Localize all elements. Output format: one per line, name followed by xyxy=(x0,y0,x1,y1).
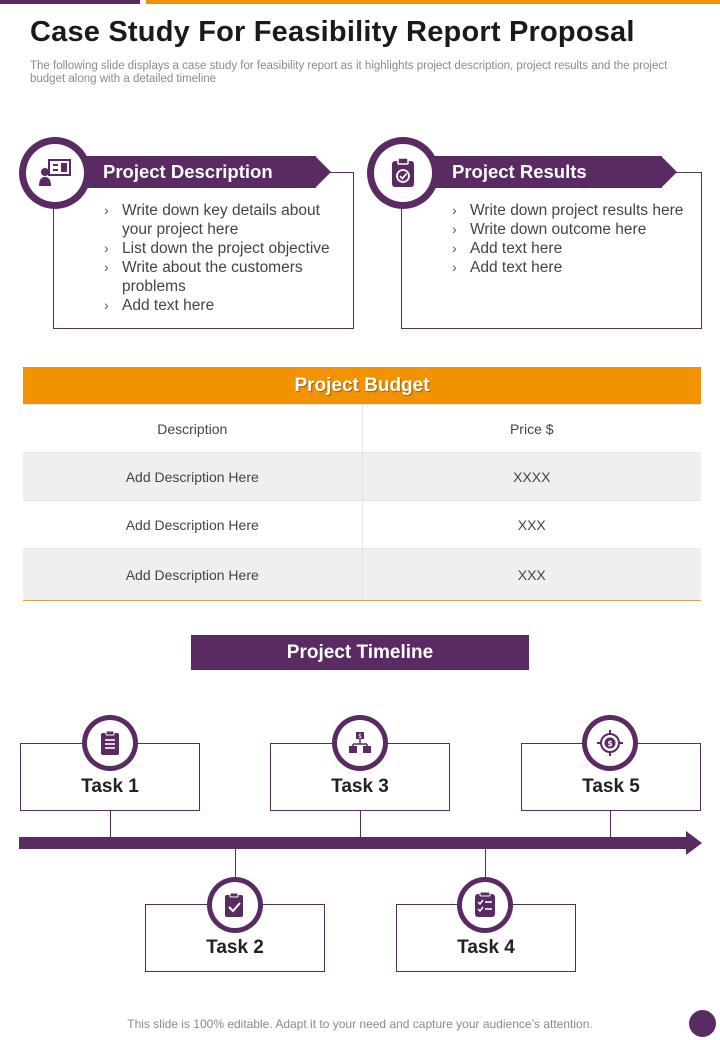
project-results-banner xyxy=(434,156,662,188)
timeline-connector xyxy=(360,811,361,838)
list-item: › Write down outcome here xyxy=(452,221,647,238)
project-description-card xyxy=(53,172,354,329)
task-2-icon-circle xyxy=(207,877,263,933)
timeline-arrow-head xyxy=(686,831,702,855)
project-budget-title: Project Budget xyxy=(23,367,701,404)
task-label: Task 5 xyxy=(582,776,640,797)
page-title: Case Study For Feasibility Report Proposal xyxy=(30,16,635,48)
banner-arrow-tip xyxy=(661,156,677,188)
table-row xyxy=(23,452,701,500)
table-cell: Add Description Here xyxy=(23,549,363,600)
project-results-title: Project Results xyxy=(452,161,587,182)
task-label: Task 3 xyxy=(331,776,389,797)
column-header-price: Price $ xyxy=(509,420,554,437)
list-item: › Write down key details about your project here xyxy=(104,202,320,238)
list-item: › Write about the customers problems xyxy=(104,259,303,295)
list-item: › Add text here xyxy=(104,297,215,314)
svg-text:$: $ xyxy=(358,733,362,740)
task-1-icon-circle xyxy=(82,715,138,771)
corner-decoration-dot xyxy=(689,1010,716,1037)
timeline-connector xyxy=(485,848,486,878)
task-label: Task 1 xyxy=(81,776,139,797)
table-cell: XXX xyxy=(517,516,546,533)
project-results-card xyxy=(401,172,702,329)
project-description-banner xyxy=(85,156,316,188)
project-budget-table xyxy=(23,367,701,601)
table-row xyxy=(23,500,701,548)
column-header-description: Description xyxy=(23,405,363,452)
clipboard-list-icon xyxy=(87,720,133,766)
top-accent-bar-orange xyxy=(146,0,720,4)
presentation-board-icon xyxy=(26,144,84,202)
task-4-icon-circle xyxy=(457,877,513,933)
table-cell: XXXX xyxy=(513,468,551,485)
table-header-row xyxy=(23,404,701,452)
timeline-connector xyxy=(610,811,611,838)
list-item: › Write down project results here xyxy=(452,202,684,219)
clipboard-check-icon xyxy=(212,882,258,928)
page-subtitle: The following slide displays a case study for feasibility report as it highlights project description, project results and the project budget along with a detailed timeline xyxy=(30,60,668,85)
target-dollar-icon xyxy=(587,720,633,766)
banner-arrow-tip xyxy=(315,156,331,188)
table-cell: XXX xyxy=(517,566,546,583)
list-item: › Add text here xyxy=(452,259,563,276)
table-row xyxy=(23,548,701,600)
task-label: Task 2 xyxy=(206,937,264,958)
svg-text:$: $ xyxy=(607,739,613,748)
timeline-connector xyxy=(235,848,236,878)
timeline-arrow-line xyxy=(19,837,687,849)
project-results-icon-circle xyxy=(367,137,439,209)
checklist-icon xyxy=(462,882,508,928)
list-item: › Add text here xyxy=(452,240,563,257)
project-description-icon-circle xyxy=(19,137,91,209)
list-item: › List down the project objective xyxy=(104,240,330,257)
table-cell: Add Description Here xyxy=(23,453,363,500)
top-accent-bar-purple xyxy=(0,0,140,4)
org-chart-dollar-icon xyxy=(337,720,383,766)
clipboard-check-icon xyxy=(374,144,432,202)
table-bottom-rule xyxy=(23,600,701,601)
table-cell: Add Description Here xyxy=(23,501,363,548)
project-description-list xyxy=(100,201,340,315)
footer-note: This slide is 100% editable. Adapt it to your need and capture your audience’s attention. xyxy=(127,1017,593,1031)
task-label: Task 4 xyxy=(457,937,515,958)
timeline-connector xyxy=(110,811,111,838)
task-5-icon-circle xyxy=(582,715,638,771)
project-timeline-title: Project Timeline xyxy=(191,635,529,670)
project-description-title: Project Description xyxy=(103,161,273,182)
project-results-list xyxy=(448,201,698,277)
task-3-icon-circle xyxy=(332,715,388,771)
